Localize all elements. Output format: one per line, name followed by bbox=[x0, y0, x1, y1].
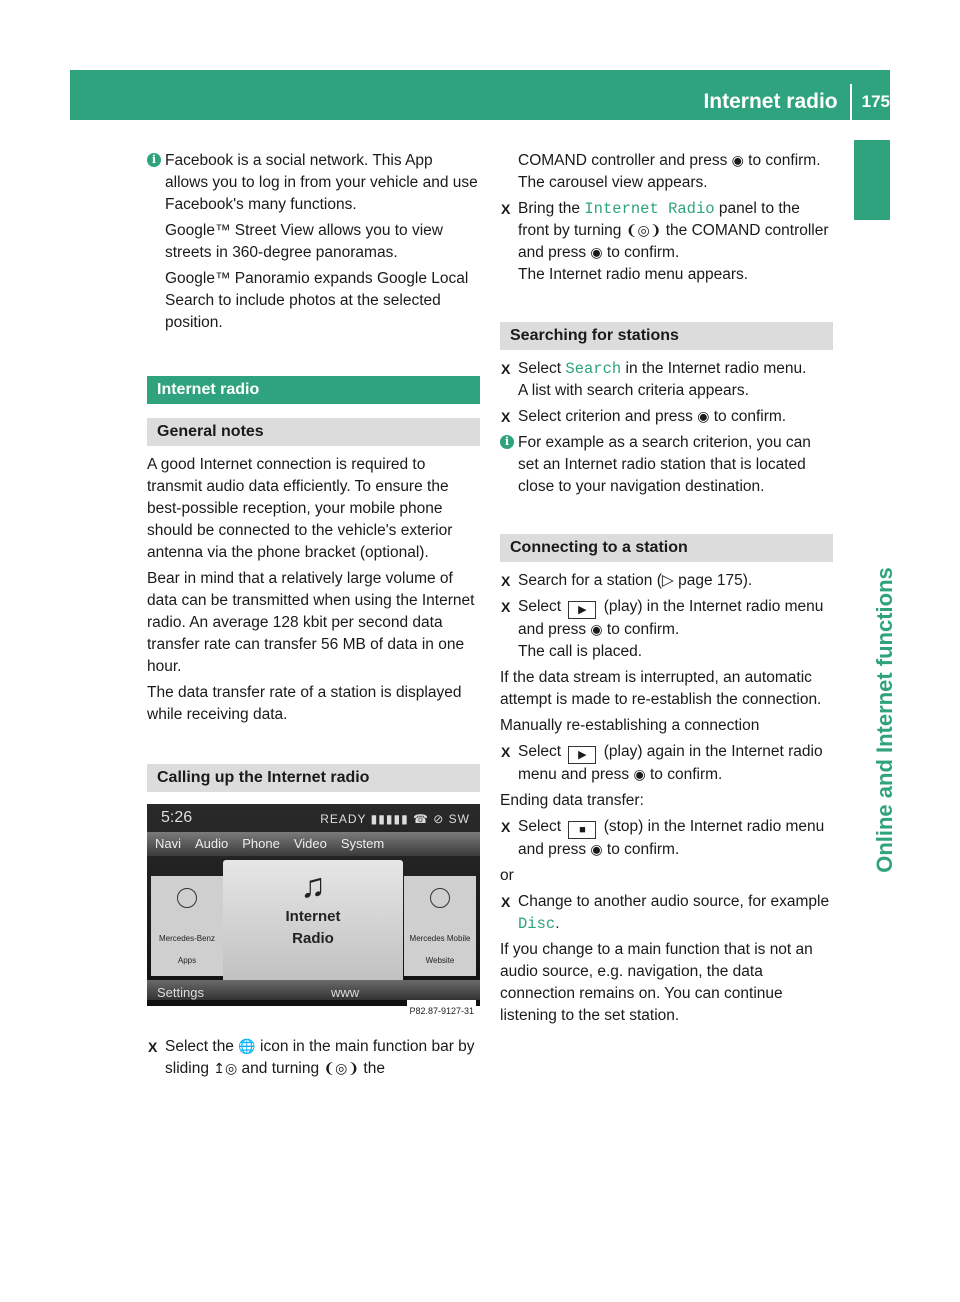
heading-general-notes: General notes bbox=[147, 418, 480, 446]
paragraph: Bear in mind that a relatively large volume of data can be transmitted when using the Internet radio. An average 128 kbit per second data transfer rate can transfer 56 MB of data in one hour. bbox=[147, 570, 475, 675]
screen-time: 5:26 bbox=[161, 809, 193, 826]
info-facebook: Facebook is a social network. This App allows you to log in from your vehicle and use Facebook's many functions. bbox=[165, 152, 478, 213]
press-controller-icon: ◉ bbox=[633, 767, 646, 783]
info-icon: i bbox=[500, 435, 514, 449]
menu-navi: Navi bbox=[155, 836, 182, 851]
text: panel to the front by turning bbox=[518, 200, 800, 239]
text: icon in the main function bar by sliding bbox=[165, 1038, 475, 1077]
text: the bbox=[363, 1060, 385, 1077]
step-play bbox=[500, 596, 833, 663]
text: Select bbox=[518, 743, 562, 760]
display-text: Internet Radio bbox=[584, 200, 715, 218]
text: Change to another audio source, for example bbox=[518, 893, 830, 910]
mercedes-star-icon bbox=[177, 888, 197, 908]
paragraph: or bbox=[500, 867, 514, 884]
step-result: The Internet radio menu appears. bbox=[518, 266, 749, 283]
globe-icon: 🌐 bbox=[238, 1039, 256, 1055]
paragraph: If you change to a main function that is not an audio source, e.g. navigation, the data connection remains on. You can continue listening to the set station. bbox=[500, 941, 813, 1024]
press-controller-icon: ◉ bbox=[590, 842, 603, 858]
section-heading: Internet radio bbox=[147, 376, 480, 404]
info-street-view: Google™ Street View allows you to view streets in 360-degree panoramas. bbox=[165, 222, 443, 261]
text: in the Internet radio menu. bbox=[625, 360, 807, 377]
step-result: A list with search criteria appears. bbox=[518, 382, 749, 399]
header-divider bbox=[850, 84, 852, 120]
press-controller-icon: ◉ bbox=[590, 622, 603, 638]
play-icon: ▶ bbox=[568, 601, 596, 619]
chapter-label: Online and Internet functions bbox=[872, 567, 897, 873]
paragraph: A good Internet connection is required to transmit audio data efficiently. To ensure the best-possible reception, your mobile phone should be connected to the vehicle's exterior antenna via the phone bracket (optional). bbox=[147, 456, 453, 561]
screen-menu-bar bbox=[147, 832, 480, 856]
heading-searching: Searching for stations bbox=[500, 322, 833, 350]
text: to confirm. bbox=[606, 244, 680, 261]
text: to confirm. bbox=[748, 152, 821, 169]
tile-label: Mercedes Mobile Website bbox=[409, 934, 471, 965]
step-search-station bbox=[500, 570, 833, 592]
slide-controller-icon: ↥◎ bbox=[213, 1061, 238, 1077]
text: to confirm. bbox=[606, 621, 680, 638]
text: the COMAND controller and press bbox=[518, 222, 829, 261]
screen-bottom-bar bbox=[147, 980, 480, 1000]
text: COMAND controller and press bbox=[518, 152, 728, 169]
press-controller-icon: ◉ bbox=[590, 245, 603, 261]
chapter-tab bbox=[854, 140, 890, 220]
music-note-icon: ♫ bbox=[300, 867, 326, 905]
stop-icon: ■ bbox=[568, 821, 596, 839]
text: Bring the bbox=[518, 200, 581, 217]
text: . bbox=[555, 915, 560, 932]
paragraph: Manually re-establishing a connection bbox=[500, 717, 760, 734]
screen-status-bar bbox=[147, 804, 480, 830]
tile-apps bbox=[151, 876, 223, 976]
bottom-www: www bbox=[331, 985, 360, 1000]
text: Select bbox=[518, 360, 562, 377]
info-note bbox=[500, 432, 833, 498]
mercedes-star-icon bbox=[430, 888, 450, 908]
menu-audio: Audio bbox=[195, 836, 229, 851]
tile-internet-radio bbox=[223, 860, 403, 994]
text: (stop) in the Internet radio menu and press bbox=[518, 818, 825, 858]
press-controller-icon: ◉ bbox=[697, 409, 710, 425]
menu-video: Video bbox=[293, 836, 327, 851]
paragraph: Ending data transfer: bbox=[500, 792, 644, 809]
info-panoramio: Google™ Panoramio expands Google Local Search to include photos at the selected position. bbox=[165, 270, 469, 331]
step-arrow-icon: X bbox=[501, 201, 511, 217]
step-play-again bbox=[500, 741, 833, 786]
display-text: Disc bbox=[518, 915, 556, 933]
info-search: For example as a search criterion, you can set an Internet radio station that is located close to your navigation destination. bbox=[518, 434, 811, 495]
text: Select criterion and press bbox=[518, 408, 693, 425]
step-arrow-icon: X bbox=[501, 361, 511, 377]
screen-status: READY ▮▮▮▮▮ ☎ ⊘ SW bbox=[320, 812, 470, 826]
running-header bbox=[703, 84, 890, 120]
step-continuation bbox=[500, 150, 833, 194]
step-arrow-icon: X bbox=[501, 599, 511, 615]
step-result: The call is placed. bbox=[518, 643, 643, 660]
text: Select the bbox=[165, 1038, 234, 1055]
text: to confirm. bbox=[713, 408, 787, 425]
bottom-settings: Settings bbox=[157, 985, 204, 1000]
text: Select bbox=[518, 598, 562, 615]
tile-label: Radio bbox=[292, 930, 334, 947]
figure-reference: P82.87-9127-31 bbox=[407, 1000, 476, 1022]
step-arrow-icon: X bbox=[501, 894, 511, 910]
step-arrow-icon: X bbox=[501, 573, 511, 589]
step-result: The carousel view appears. bbox=[518, 174, 708, 191]
play-icon: ▶ bbox=[568, 746, 596, 764]
step-arrow-icon: X bbox=[148, 1039, 158, 1055]
left-column bbox=[147, 150, 480, 1084]
step-change-source bbox=[500, 891, 833, 935]
press-controller-icon: ◉ bbox=[731, 153, 744, 169]
heading-calling-up: Calling up the Internet radio bbox=[147, 764, 480, 792]
tile-mobile-website bbox=[404, 876, 476, 976]
text: (play) again in the Internet radio menu and press bbox=[518, 743, 823, 783]
text: Search for a station (▷ page 175). bbox=[518, 572, 753, 589]
text: Select bbox=[518, 818, 562, 835]
info-icon: i bbox=[147, 153, 161, 167]
text: and turning bbox=[241, 1060, 320, 1077]
info-note bbox=[147, 150, 480, 334]
section-title: Internet radio bbox=[703, 90, 838, 113]
menu-phone: Phone bbox=[242, 836, 280, 851]
tile-label: Mercedes-Benz Apps bbox=[158, 934, 216, 965]
turn-controller-icon: ❨◎❩ bbox=[625, 223, 662, 239]
step-arrow-icon: X bbox=[501, 409, 511, 425]
step-select-criterion bbox=[500, 406, 833, 428]
step-select-search bbox=[500, 358, 833, 402]
text: to confirm. bbox=[650, 766, 723, 783]
right-column bbox=[500, 150, 833, 1031]
menu-system: System bbox=[340, 836, 385, 851]
tile-label: Internet bbox=[285, 908, 341, 925]
page-number: 175 bbox=[861, 92, 890, 111]
step-arrow-icon: X bbox=[501, 744, 511, 760]
paragraph: The data transfer rate of a station is displayed while receiving data. bbox=[147, 684, 462, 723]
step-stop bbox=[500, 816, 833, 861]
step-bring-panel bbox=[500, 198, 833, 286]
display-text: Search bbox=[565, 360, 622, 378]
paragraph: If the data stream is interrupted, an automatic attempt is made to re-establish the connection. bbox=[500, 669, 822, 708]
comand-screen-figure bbox=[147, 804, 480, 1024]
text: (play) in the Internet radio menu and press bbox=[518, 598, 824, 638]
step-select-icon bbox=[147, 1036, 480, 1080]
heading-connecting: Connecting to a station bbox=[500, 534, 833, 562]
turn-controller-icon: ❨◎❩ bbox=[323, 1061, 360, 1077]
text: to confirm. bbox=[606, 841, 680, 858]
step-arrow-icon: X bbox=[501, 819, 511, 835]
